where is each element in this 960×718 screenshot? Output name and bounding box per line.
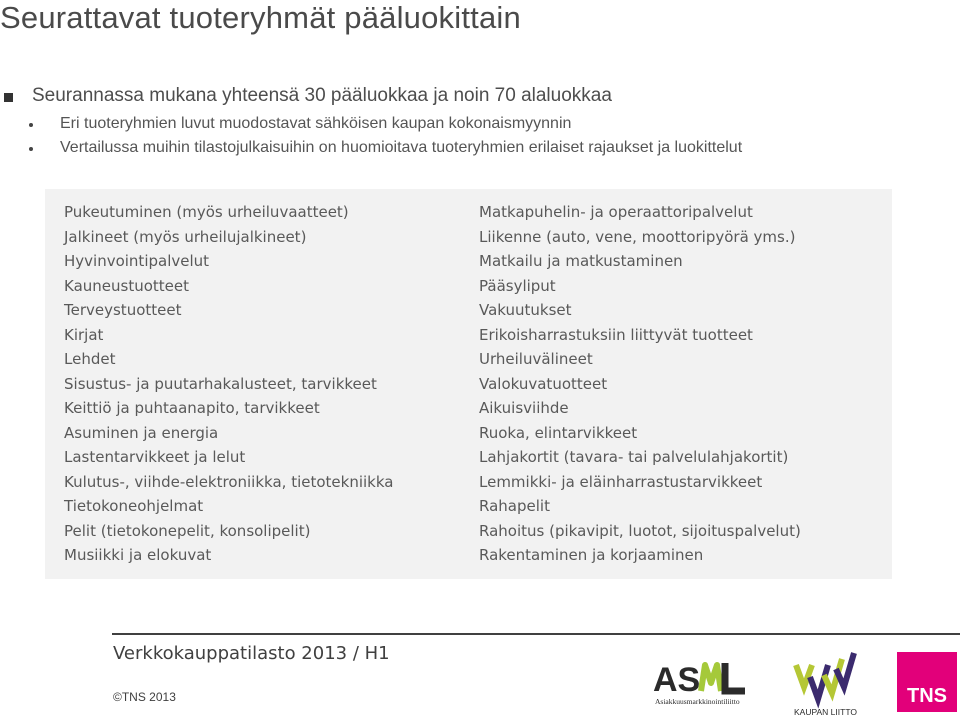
svg-text:AS: AS — [653, 661, 701, 699]
category-item: Liikenne (auto, vene, moottoripyörä yms.) — [479, 227, 796, 246]
category-item: Kirjat — [64, 325, 104, 344]
category-item: Rahoitus (pikavipit, luotot, sijoituspalvelut) — [479, 521, 801, 540]
category-item: Lemmikki- ja eläinharrastustarvikkeet — [479, 472, 763, 491]
category-item: Rakentaminen ja korjaaminen — [479, 546, 704, 564]
dot-bullet-icon — [29, 123, 33, 127]
main-bullet-text: Seurannassa mukana yhteensä 30 pääluokkaa ja noin 70 alaluokkaa — [32, 85, 612, 106]
category-box — [45, 189, 892, 579]
category-item: Lahjakortit (tavara- tai palvelulahjakortit) — [479, 448, 789, 466]
category-column-left — [64, 200, 393, 568]
dot-bullet-icon — [29, 147, 33, 151]
svg-text:TNS: TNS — [907, 685, 947, 707]
category-item: Sisustus- ja puutarhakalusteet, tarvikkeet — [64, 374, 377, 393]
category-item: Lehdet — [64, 350, 116, 368]
footer-divider — [112, 633, 960, 635]
category-item: Erikoisharrastuksiin liittyvät tuotteet — [479, 325, 753, 344]
category-item: Pukeutuminen (myös urheiluvaatteet) — [64, 203, 349, 221]
square-bullet-icon — [4, 93, 13, 102]
category-item: Valokuvatuotteet — [479, 374, 608, 393]
category-item: Keittiö ja puhtaanapito, tarvikkeet — [64, 399, 320, 417]
footer-title: Verkkokauppatilasto 2013 / H1 — [113, 643, 390, 664]
category-item: Musiikki ja elokuvat — [64, 546, 212, 564]
category-item: Hyvinvointipalvelut — [64, 252, 210, 270]
category-item: Ruoka, elintarvikkeet — [479, 423, 638, 442]
category-item: Matkapuhelin- ja operaattoripalvelut — [479, 203, 753, 221]
category-item: Jalkineet (myös urheilujalkineet) — [64, 227, 307, 246]
main-bullet — [0, 84, 760, 112]
category-item: Asuminen ja energia — [64, 423, 219, 442]
sub-bullet-text: Eri tuoteryhmien luvut muodostavat sähköisen kaupan kokonaismyynnin — [60, 115, 572, 132]
kaupan-liitto-logo — [782, 647, 862, 718]
sub-bullet — [0, 139, 900, 163]
category-item: Matkailu ja matkustaminen — [479, 252, 683, 270]
category-item: Kauneustuotteet — [64, 276, 189, 295]
copyright-text: ©TNS 2013 — [113, 690, 176, 704]
svg-text:KAUPAN LIITTO: KAUPAN LIITTO — [794, 707, 857, 717]
page-title: Seurattavat tuoteryhmät pääluokittain — [0, 0, 521, 35]
category-item: Pelit (tietokonepelit, konsolipelit) — [64, 521, 311, 540]
category-item: Urheiluvälineet — [479, 350, 593, 368]
category-item: Vakuutukset — [479, 301, 572, 319]
sub-bullet-text: Vertailussa muihin tilastojulkaisuihin on huomioitava tuoteryhmien erilaiset rajaukset ja luokittelut — [60, 139, 743, 156]
tns-logo — [897, 652, 957, 712]
category-item: Terveystuotteet — [64, 301, 182, 319]
category-item: Tietokoneohjelmat — [64, 497, 204, 515]
asml-logo — [651, 655, 751, 710]
svg-text:Asiakkuusmarkkinointiliitto: Asiakkuusmarkkinointiliitto — [655, 697, 740, 706]
category-item: Kulutus-, viihde-elektroniikka, tietotekniikka — [64, 472, 394, 491]
category-item: Lastentarvikkeet ja lelut — [64, 448, 246, 466]
category-item: Aikuisviihde — [479, 399, 569, 417]
category-item: Pääsyliput — [479, 276, 556, 295]
sub-bullet — [0, 115, 900, 139]
category-item: Rahapelit — [479, 497, 550, 515]
category-column-right — [479, 200, 801, 568]
